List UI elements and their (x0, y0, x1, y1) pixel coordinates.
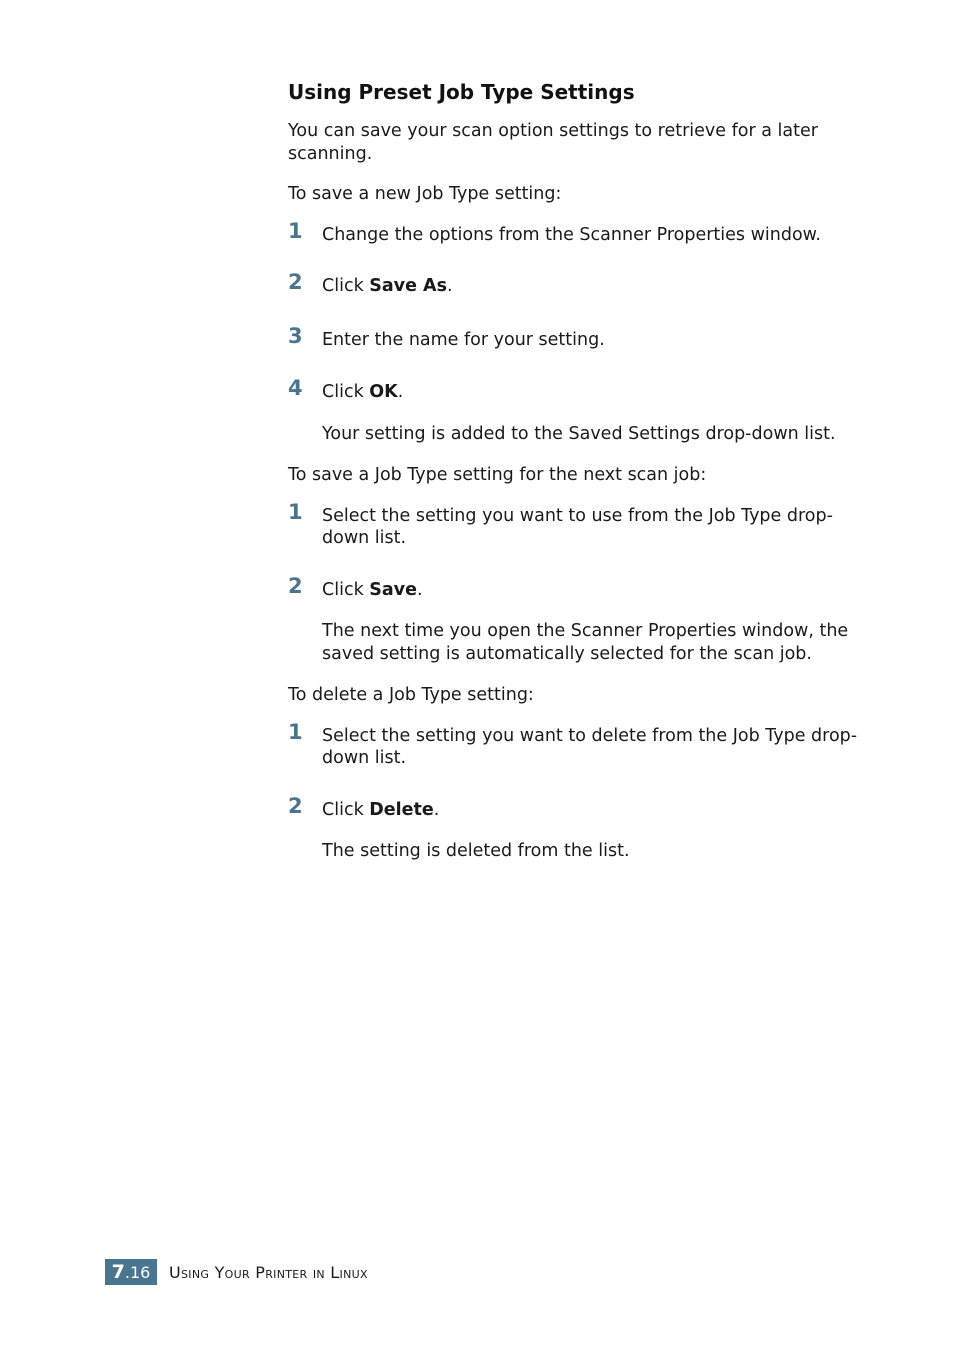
save-next-heading: To save a Job Type setting for the next scan job: (288, 465, 707, 485)
step-number: 3 (288, 323, 303, 348)
step-text-bold: Save As (369, 276, 448, 296)
step-note: The next time you open the Scanner Properties window, the saved setting is automatically selected for the scan job. (322, 621, 849, 664)
step-note: The setting is deleted from the list. (322, 841, 630, 861)
step-item (288, 218, 863, 247)
page-content (288, 78, 863, 882)
step-text-end: . (397, 382, 404, 402)
step-item (288, 323, 863, 352)
step-item (288, 499, 863, 550)
step-text-end: . (416, 579, 423, 600)
page-number: .16 (124, 1262, 151, 1282)
step-text-end: . (447, 276, 453, 296)
step-text-end: . (433, 799, 440, 820)
step-text: Click (322, 276, 370, 296)
step-item (288, 270, 863, 298)
delete-heading: To delete a Job Type setting: (288, 685, 534, 705)
step-number: 1 (288, 499, 303, 524)
step-text: Click (322, 799, 370, 820)
step-number: 4 (288, 376, 303, 400)
step-number: 2 (288, 573, 303, 598)
step-item (288, 376, 863, 404)
chapter-number: 7 (111, 1261, 125, 1283)
save-new-heading: To save a new Job Type setting: (288, 184, 562, 204)
step-text: Enter the name for your setting. (322, 329, 605, 350)
step-note: Your setting is added to the Saved Settings drop-down list. (322, 423, 836, 444)
section-title: Using Preset Job Type Settings (288, 80, 635, 104)
page-number-badge (105, 1259, 157, 1285)
step-text-bold: Delete (369, 799, 434, 820)
step-item (288, 719, 863, 770)
step-text: Select the setting you want to delete from the Job Type drop-down list. (322, 725, 858, 768)
page-footer (105, 1259, 368, 1285)
step-text: Click (322, 579, 370, 600)
running-title: Using Your Printer in Linux (169, 1262, 368, 1282)
step-item (288, 573, 863, 602)
step-number: 1 (288, 218, 303, 243)
step-text-bold: Save (369, 579, 417, 600)
step-text: Select the setting you want to use from the Job Type drop-down list. (322, 505, 833, 548)
step-number: 2 (288, 270, 303, 294)
step-number: 1 (288, 719, 303, 744)
step-text: Click (322, 382, 370, 402)
intro-paragraph: You can save your scan option settings to retrieve for a later scanning. (288, 121, 818, 164)
step-item (288, 793, 863, 822)
step-number: 2 (288, 793, 303, 818)
step-text-bold: OK (369, 382, 398, 402)
step-text: Change the options from the Scanner Properties window. (322, 224, 821, 245)
